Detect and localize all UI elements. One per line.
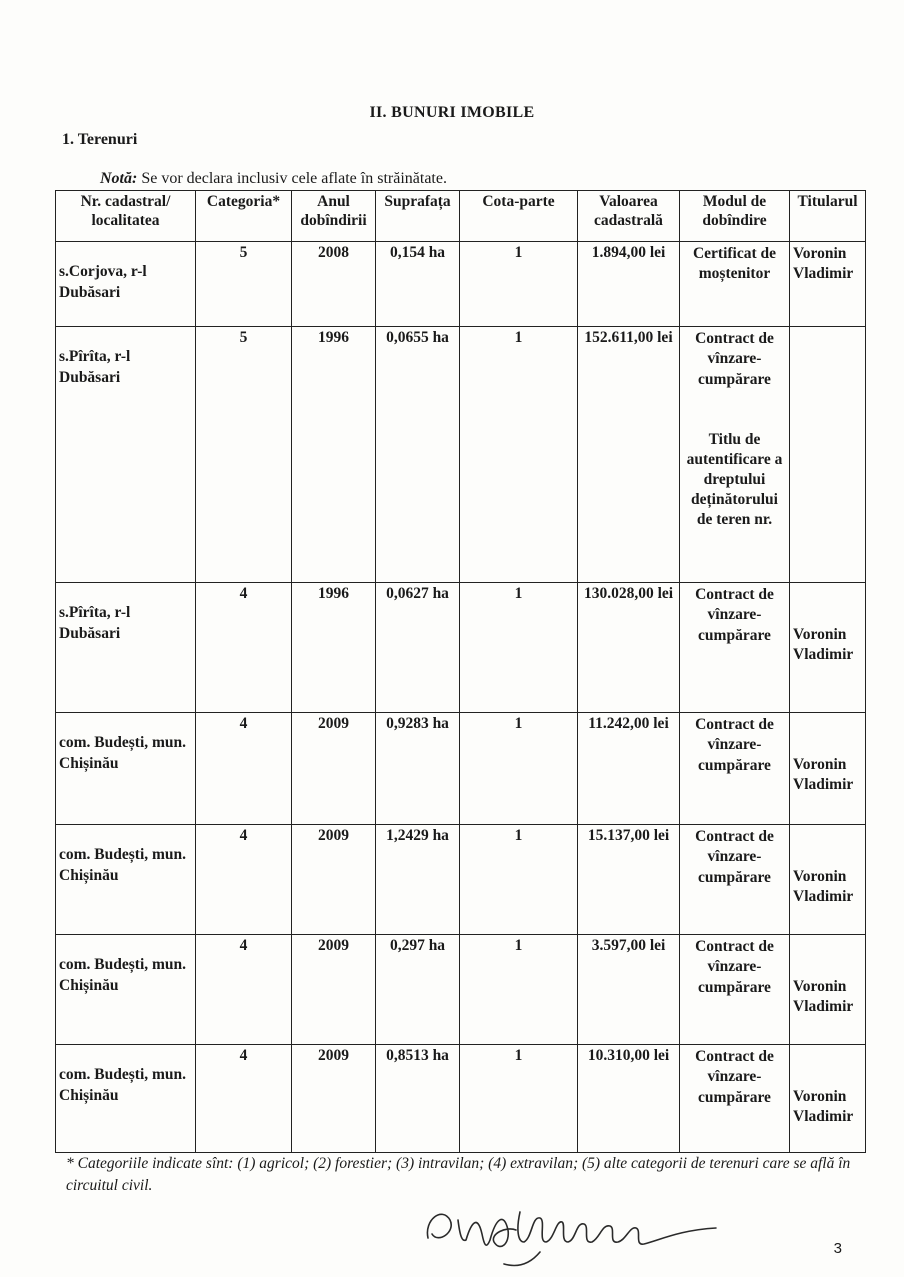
cell-localitate: com. Budești, mun. Chișinău — [56, 1045, 196, 1153]
cell-anul: 2008 — [292, 242, 376, 327]
cell-suprafata: 1,2429 ha — [376, 825, 460, 935]
cell-anul: 1996 — [292, 583, 376, 713]
cell-categoria: 4 — [196, 935, 292, 1045]
cell-modul — [680, 825, 790, 935]
cell-cota: 1 — [460, 242, 578, 327]
cell-categoria: 4 — [196, 825, 292, 935]
cell-modul — [680, 713, 790, 825]
cell-anul: 2009 — [292, 1045, 376, 1153]
header-anul: Anul dobîndirii — [292, 191, 376, 242]
cell-valoarea: 130.028,00 lei — [578, 583, 680, 713]
header-modul: Modul de dobîndire — [680, 191, 790, 242]
header-suprafata: Suprafața — [376, 191, 460, 242]
cell-modul — [680, 583, 790, 713]
cell-valoarea: 15.137,00 lei — [578, 825, 680, 935]
cell-suprafata: 0,8513 ha — [376, 1045, 460, 1153]
cell-localitate: s.Pîrîta, r-l Dubăsari — [56, 583, 196, 713]
cell-categoria: 4 — [196, 713, 292, 825]
section-title: II. BUNURI IMOBILE — [369, 104, 535, 121]
cell-anul: 1996 — [292, 327, 376, 583]
table-row — [56, 935, 866, 1045]
footnote: * Categoriile indicate sînt: (1) agricol; (2) forestier; (3) intravilan; (4) extravilan; (5) alte categorii de terenuri care se află în circuitul civil. — [66, 1155, 851, 1194]
header-titularul: Titularul — [790, 191, 866, 242]
note — [100, 170, 447, 188]
cell-suprafata: 0,0627 ha — [376, 583, 460, 713]
cell-suprafata: 0,297 ha — [376, 935, 460, 1045]
cell-localitate: com. Budești, mun. Chișinău — [56, 825, 196, 935]
cell-suprafata: 0,154 ha — [376, 242, 460, 327]
note-label: Notă: — [100, 170, 138, 187]
cell-cota: 1 — [460, 583, 578, 713]
modul-text: Contract de vînzare-cumpărare — [695, 1048, 774, 1106]
cell-valoarea: 11.242,00 lei — [578, 713, 680, 825]
signature-scribble — [420, 1190, 740, 1270]
modul-extra-text: Titlu de autentificare a dreptului deținătorului de teren nr. — [686, 430, 783, 529]
table-row — [56, 327, 866, 583]
cell-anul: 2009 — [292, 825, 376, 935]
cell-cota: 1 — [460, 1045, 578, 1153]
cell-modul — [680, 1045, 790, 1153]
table-header-row — [56, 191, 866, 242]
modul-text: Contract de vînzare-cumpărare — [695, 586, 774, 644]
cell-titular: Voronin Vladimir — [790, 825, 866, 935]
cell-valoarea: 1.894,00 lei — [578, 242, 680, 327]
header-cota-parte: Cota-parte — [460, 191, 578, 242]
cell-suprafata: 0,0655 ha — [376, 327, 460, 583]
modul-text: Contract de vînzare-cumpărare — [695, 828, 774, 886]
cell-categoria: 4 — [196, 1045, 292, 1153]
cell-modul — [680, 935, 790, 1045]
cell-categoria: 5 — [196, 327, 292, 583]
cell-cota: 1 — [460, 825, 578, 935]
land-table — [55, 190, 866, 1153]
cell-titular — [790, 327, 866, 583]
cell-modul — [680, 327, 790, 583]
cell-modul — [680, 242, 790, 327]
cell-localitate: s.Corjova, r-l Dubăsari — [56, 242, 196, 327]
cell-cota: 1 — [460, 327, 578, 583]
cell-localitate: s.Pîrîta, r-l Dubăsari — [56, 327, 196, 583]
cell-valoarea: 152.611,00 lei — [578, 327, 680, 583]
cell-anul: 2009 — [292, 935, 376, 1045]
modul-text: Contract de vînzare-cumpărare — [695, 330, 774, 388]
cell-categoria: 4 — [196, 583, 292, 713]
table-row — [56, 825, 866, 935]
table-row — [56, 242, 866, 327]
cell-suprafata: 0,9283 ha — [376, 713, 460, 825]
table-row — [56, 1045, 866, 1153]
cell-titular: Voronin Vladimir — [790, 1045, 866, 1153]
table-row — [56, 713, 866, 825]
cell-localitate: com. Budești, mun. Chișinău — [56, 713, 196, 825]
cell-anul: 2009 — [292, 713, 376, 825]
cell-valoarea: 3.597,00 lei — [578, 935, 680, 1045]
cell-localitate: com. Budești, mun. Chișinău — [56, 935, 196, 1045]
cell-titular: Voronin Vladimir — [790, 713, 866, 825]
cell-titular: Voronin Vladimir — [790, 583, 866, 713]
cell-categoria: 5 — [196, 242, 292, 327]
subsection-title: 1. Terenuri — [62, 131, 138, 148]
cell-cota: 1 — [460, 935, 578, 1045]
cell-titular: Voronin Vladimir — [790, 935, 866, 1045]
header-valoarea: Valoarea cadastrală — [578, 191, 680, 242]
note-text: Se vor declara inclusiv cele aflate în străinătate. — [137, 170, 447, 187]
cell-valoarea: 10.310,00 lei — [578, 1045, 680, 1153]
header-nr-cadastral: Nr. cadastral/ localitatea — [56, 191, 196, 242]
table-row — [56, 583, 866, 713]
signature — [420, 1190, 740, 1275]
header-categoria: Categoria* — [196, 191, 292, 242]
modul-text: Contract de vînzare-cumpărare — [695, 938, 774, 996]
cell-cota: 1 — [460, 713, 578, 825]
page-number: 3 — [833, 1240, 842, 1257]
modul-text: Certificat de moștenitor — [692, 245, 777, 283]
cell-titular: Voronin Vladimir — [790, 242, 866, 327]
modul-text: Contract de vînzare-cumpărare — [695, 716, 774, 774]
